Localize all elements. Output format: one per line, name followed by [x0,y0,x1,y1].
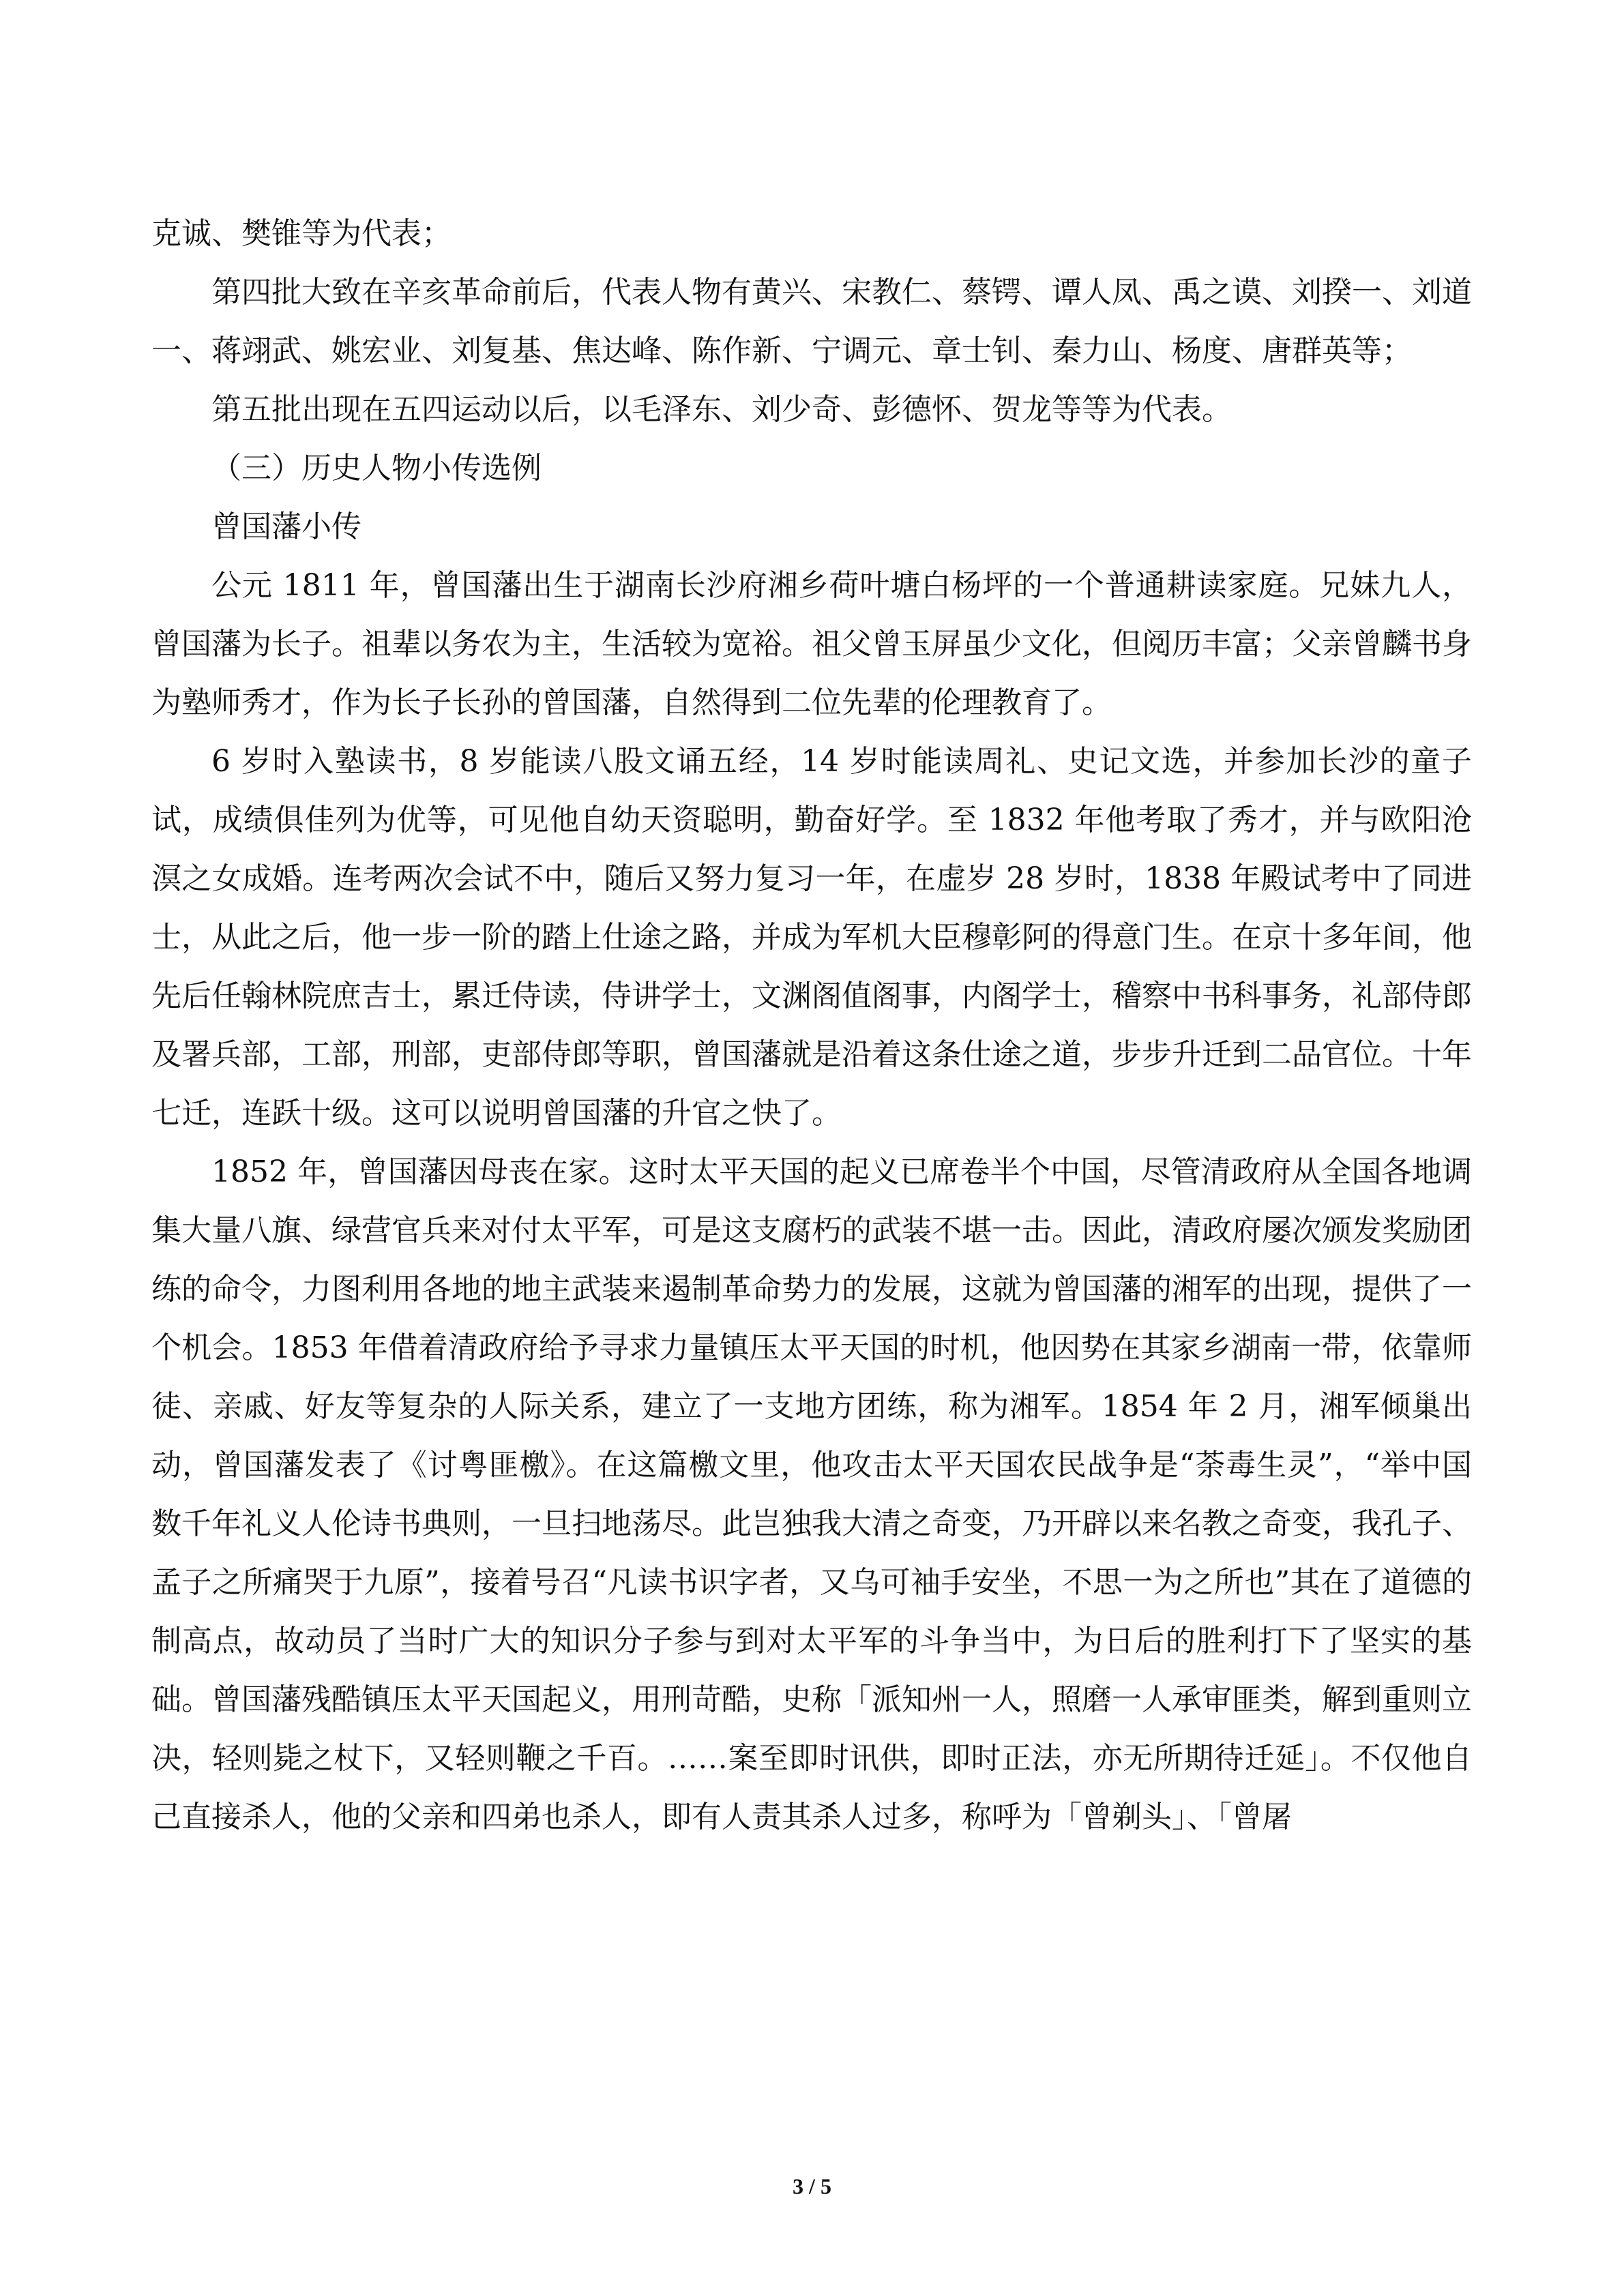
paragraph-bio-birth: 公元 1811 年，曾国藩出生于湖南长沙府湘乡荷叶塘白杨坪的一个普通耕读家庭。兄妹九人，曾国藩为长子。祖辈以务农为主，生活较为宽裕。祖父曾玉屏虽少文化，但阅历丰富；父亲曾麟书身为塾师秀才，作为长子长孙的曾国藩，自然得到二位先辈的伦理教育了。 [151,568,1472,720]
document-body [151,205,1472,1847]
paragraph-batch-five: 第五批出现在五四运动以后，以毛泽东、刘少奇、彭德怀、贺龙等等为代表。 [211,392,1232,427]
paragraph-continued: 克诚、樊锥等为代表； [151,216,452,251]
section-heading: （三）历史人物小传选例 [211,451,542,486]
paragraph-bio-xiang-army: 1852 年，曾国藩因母丧在家。这时太平天国的起义已席卷半个中国，尽管清政府从全国各地调集大量八旗、绿营官兵来对付太平军，可是这支腐朽的武装不堪一击。因此，清政府屡次颁发奖励团练的命令，力图利用各地的地主武装来遏制革命势力的发展，这就为曾国藩的湘军的出现，提供了一个机会。1853 年借着清政府给予寻求力量镇压太平天国的时机，他因势在其家乡湖南一带，依靠师徒、亲戚、好友等复杂的人际关系，建立了一支地方团练，称为湘军。1854 年 2 月，湘军倾巢出动，曾国藩发表了《讨粤匪檄》。在这篇檄文里，他攻击太平天国农民战争是“荼毒生灵”，“举中国数千年礼义人伦诗书典则，一旦扫地荡尽。此岂独我大清之奇变，乃开辟以来名教之奇变，我孔子、孟子之所痛哭于九原”，接着号召“凡读书识字者，又乌可袖手安坐，不思一为之所也”其在了道德的制高点，故动员了当时广大的知识分子参与到对太平军的斗争当中，为日后的胜利打下了坚实的基础。曾国藩残酷镇压太平天国起义，用刑苛酷，史称「派知州一人，照磨一人承审匪类，解到重则立决，轻则毙之杖下，又轻则鞭之千百。……案至即时讯供，即时正法，亦无所期待迁延」。不仅他自己直接杀人，他的父亲和四弟也杀人，即有人责其杀人过多，称呼为「曾剃头」、「曾屠 [151,1154,1472,1834]
biography-title: 曾国藩小传 [211,509,361,544]
paragraph-bio-education: 6 岁时入塾读书，8 岁能读八股文诵五经，14 岁时能读周礼、史记文选，并参加长沙的童子试，成绩俱佳列为优等，可见他自幼天资聪明，勤奋好学。至 1832 年他考取了秀才，并与欧阳沧溟之女成婚。连考两次会试不中，随后又努力复习一年，在虚岁 28 岁时，1838 年殿试考中了同进士，从此之后，他一步一阶的踏上仕途之路，并成为军机大臣穆彰阿的得意门生。在京十多年间，他先后任翰林院庶吉士，累迁侍读，侍讲学士，文渊阁值阁事，内阁学士，稽察中书科事务，礼部侍郎及署兵部，工部，刑部，吏部侍郎等职，曾国藩就是沿着这条仕途之道，步步升迁到二品官位。十年七迁，连跃十级。这可以说明曾国藩的升官之快了。 [151,744,1472,1131]
paragraph-batch-four: 第四批大致在辛亥革命前后，代表人物有黄兴、宋教仁、蔡锷、谭人凤、禹之谟、刘揆一、刘道一、蒋翊武、姚宏业、刘复基、焦达峰、陈作新、宁调元、章士钊、秦力山、杨度、唐群英等； [151,275,1472,368]
page-number: 3 / 5 [793,2174,831,2198]
